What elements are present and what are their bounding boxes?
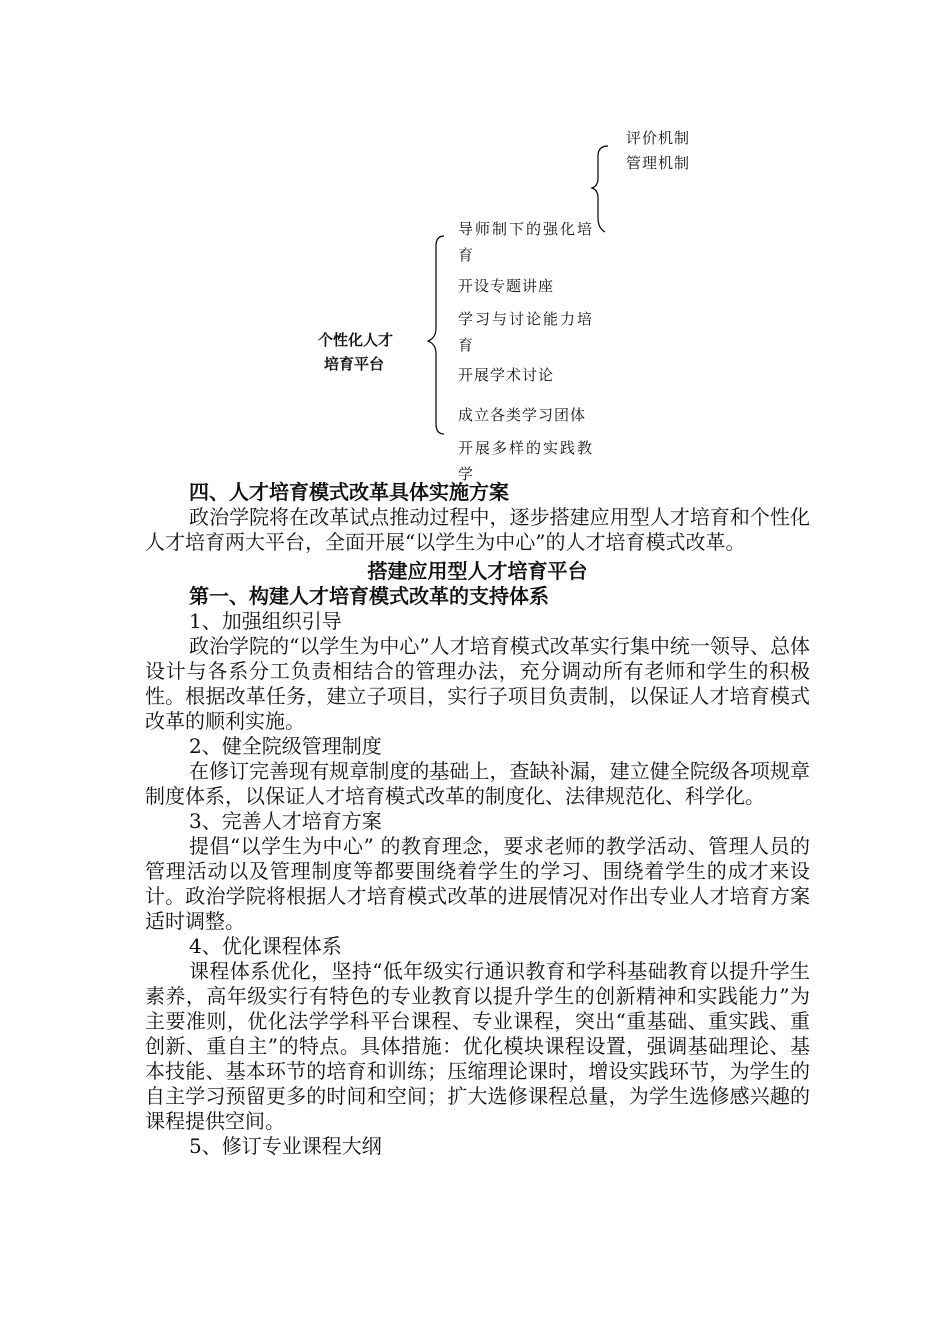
section-heading: 四、人才培育模式改革具体实施方案 [189, 480, 509, 504]
top-item-management: 管理机制 [626, 154, 691, 172]
top-item-evaluation: 评价机制 [626, 129, 691, 147]
document-body [145, 480, 810, 1159]
root-label-line1: 个性化人才 [318, 331, 394, 349]
branch-item-academic-discussion: 开展学术讨论 [458, 366, 555, 384]
item-title: 5、修订专业课程大纲 [189, 1134, 382, 1158]
branch-item-discussion-skills: 学习与讨论能力培育 [458, 310, 595, 354]
item-body: 在修订完善现有规章制度的基础上，查缺补漏，建立健全院级各项规章制度体系，以保证人才培育模式改革的制度化、法律规范化、科学化。 [145, 759, 810, 808]
item-title: 4、优化课程体系 [189, 934, 342, 958]
branch-item-tutor: 导师制下的强化培育 [458, 220, 595, 264]
center-heading: 搭建应用型人才培育平台 [367, 559, 588, 583]
intro-paragraph: 政治学院将在改革试点推动过程中，逐步搭建应用型人才培育和个性化人才培育两大平台，全面开展“以学生为中心”的人才培育模式改革。 [145, 505, 810, 554]
main-brace [428, 236, 444, 434]
item-title: 2、健全院级管理制度 [189, 734, 382, 758]
part-heading: 第一、构建人才培育模式改革的支持体系 [189, 584, 549, 608]
item-title: 1、加强组织引导 [189, 609, 342, 633]
root-label-line2: 培育平台 [324, 355, 385, 373]
branch-item-practice-teaching: 开展多样的实践教学 [458, 439, 595, 483]
item-title: 3、完善人才培育方案 [189, 809, 382, 833]
branch-item-study-groups: 成立各类学习团体 [458, 406, 587, 424]
item-body: 课程体系优化，坚持“低年级实行通识教育和学科基础教育以提升学生素养，高年级实行有特色的专业教育以提升学生的创新精神和实践能力”为主要准则，优化法学学科平台课程、专业课程，突出“重基础、重实践、重创新、重自主”的特点。具体措施：优化模块课程设置，强调基础理论、基本技能、基本环节的培育和训练；压缩理论课时，增设实践环节，为学生的自主学习预留更多的时间和空间；扩大选修课程总量，为学生选修感兴趣的课程提供空间。 [145, 959, 810, 1133]
item-body: 政治学院的“以学生为中心”人才培育模式改革实行集中统一领导、总体设计与各系分工负责相结合的管理办法，充分调动所有老师和学生的积极性。根据改革任务，建立子项目，实行子项目负责制，以保证人才培育模式改革的顺利实施。 [145, 634, 810, 733]
root-label [318, 328, 393, 376]
item-body: 提倡“以学生为中心” 的教育理念，要求老师的教学活动、管理人员的管理活动以及管理制度等都要围绕着学生的学习、围绕着学生的成才来设计。政治学院将根据人才培育模式改革的进展情况对作出专业人才培育方案适时调整。 [145, 834, 810, 933]
branch-item-lectures: 开设专题讲座 [458, 277, 555, 295]
